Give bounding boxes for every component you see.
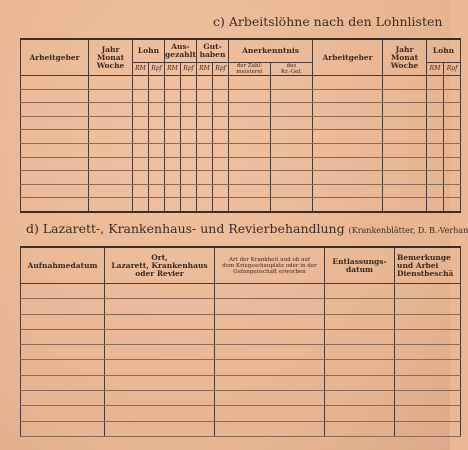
- table-row: [21, 314, 461, 329]
- table-row: [21, 198, 461, 212]
- table-cell: [89, 76, 133, 90]
- table-row: [21, 171, 461, 185]
- table-cell: [213, 89, 229, 103]
- table-cell: [215, 284, 325, 299]
- table-cell: [21, 314, 105, 329]
- table-cell: [105, 329, 215, 344]
- table-cell: [133, 130, 149, 144]
- table-cell: [325, 375, 395, 390]
- table-cell: [383, 184, 427, 198]
- table-cell: [313, 103, 383, 117]
- table-cell: [181, 198, 197, 212]
- table-cell: [213, 76, 229, 90]
- table-cell: [165, 130, 181, 144]
- table-cell: [444, 89, 461, 103]
- table-cell: [427, 198, 444, 212]
- table-cell: [105, 299, 215, 314]
- table-cell: [181, 76, 197, 90]
- table-cell: [313, 143, 383, 157]
- table-cell: [197, 184, 213, 198]
- table-cell: [213, 116, 229, 130]
- table-cell: [181, 89, 197, 103]
- table-row: [21, 143, 461, 157]
- table-row: [21, 116, 461, 130]
- table-cell: [313, 171, 383, 185]
- table-cell: [133, 157, 149, 171]
- table-cell: [197, 157, 213, 171]
- table-cell: [427, 130, 444, 144]
- table-cell: [395, 284, 461, 299]
- table-cell: [271, 116, 313, 130]
- table-cell: [149, 143, 165, 157]
- table-cell: [149, 157, 165, 171]
- table-cell: [215, 299, 325, 314]
- table-cell: [21, 116, 89, 130]
- table-cell: [89, 184, 133, 198]
- table-cell: [165, 143, 181, 157]
- table-cell: [444, 130, 461, 144]
- col-guthaben: Gut- haben: [197, 39, 229, 63]
- table-cell: [383, 76, 427, 90]
- table-cell: [133, 103, 149, 117]
- table-cell: [149, 184, 165, 198]
- table-cell: [271, 143, 313, 157]
- sub-rpf: Rpf: [213, 63, 229, 76]
- table-cell: [444, 116, 461, 130]
- table-cell: [149, 198, 165, 212]
- table-cell: [197, 130, 213, 144]
- table-cell: [133, 184, 149, 198]
- table-cell: [444, 76, 461, 90]
- table-cell: [21, 299, 105, 314]
- table-cell: [213, 171, 229, 185]
- table-cell: [444, 103, 461, 117]
- table-cell: [215, 345, 325, 360]
- table-cell: [213, 198, 229, 212]
- table-cell: [383, 171, 427, 185]
- table-cell: [215, 329, 325, 344]
- table-cell: [149, 76, 165, 90]
- table-cell: [427, 103, 444, 117]
- table-cell: [325, 314, 395, 329]
- table-cell: [21, 421, 105, 436]
- table-cell: [215, 391, 325, 406]
- table-cell: [444, 171, 461, 185]
- table-cell: [21, 406, 105, 421]
- table-cell: [229, 103, 271, 117]
- table-row: [21, 130, 461, 144]
- section-d-note: (Krankenblätter, D. B.-Verhan: [348, 226, 468, 235]
- table-cell: [165, 184, 181, 198]
- table-cell: [427, 89, 444, 103]
- table-cell: [325, 345, 395, 360]
- section-d-table: [20, 246, 461, 437]
- table-cell: [21, 143, 89, 157]
- table-cell: [229, 171, 271, 185]
- table-cell: [229, 198, 271, 212]
- col-ort-krankenhaus: Ort, Lazarett, Krankenhaus oder Revier: [105, 247, 215, 284]
- table-cell: [271, 76, 313, 90]
- table-cell: [105, 375, 215, 390]
- sub-rm: RM: [133, 63, 149, 76]
- table-cell: [383, 143, 427, 157]
- table-cell: [21, 284, 105, 299]
- section-d-title: d) Lazarett-, Krankenhaus- und Revierbehandlung: [26, 221, 345, 236]
- table-cell: [383, 198, 427, 212]
- table-cell: [383, 157, 427, 171]
- table-cell: [105, 406, 215, 421]
- table-cell: [313, 76, 383, 90]
- table-cell: [229, 143, 271, 157]
- table-cell: [313, 157, 383, 171]
- table-cell: [89, 103, 133, 117]
- table-cell: [105, 314, 215, 329]
- table-cell: [181, 143, 197, 157]
- table-cell: [444, 198, 461, 212]
- table-row: [21, 299, 461, 314]
- table-cell: [313, 130, 383, 144]
- col-ausgezahlt: Aus- gezahlt: [165, 39, 197, 63]
- table-cell: [271, 130, 313, 144]
- table-cell: [215, 421, 325, 436]
- table-cell: [181, 184, 197, 198]
- table-cell: [213, 103, 229, 117]
- table-cell: [197, 89, 213, 103]
- table-cell: [444, 157, 461, 171]
- table-cell: [271, 157, 313, 171]
- table-cell: [165, 171, 181, 185]
- table-cell: [149, 103, 165, 117]
- table-row: [21, 103, 461, 117]
- table-cell: [149, 130, 165, 144]
- table-cell: [181, 157, 197, 171]
- table-cell: [395, 299, 461, 314]
- table-cell: [21, 89, 89, 103]
- table-cell: [213, 130, 229, 144]
- table-cell: [213, 143, 229, 157]
- table-cell: [383, 103, 427, 117]
- table-cell: [271, 89, 313, 103]
- table-cell: [271, 103, 313, 117]
- sub-kr-gef: des Kr.-Gef.: [271, 63, 313, 76]
- table-cell: [105, 284, 215, 299]
- table-cell: [133, 171, 149, 185]
- table-cell: [105, 345, 215, 360]
- table-cell: [383, 130, 427, 144]
- table-cell: [325, 360, 395, 375]
- sub-rpf: Rpf: [181, 63, 197, 76]
- table-cell: [21, 329, 105, 344]
- table-cell: [271, 198, 313, 212]
- col-jahr-monat-woche-2: Jahr Monat Woche: [383, 39, 427, 76]
- table-cell: [89, 143, 133, 157]
- table-cell: [133, 116, 149, 130]
- table-cell: [197, 198, 213, 212]
- table-cell: [21, 103, 89, 117]
- table-cell: [229, 130, 271, 144]
- col-jahr-monat-woche: Jahr Monat Woche: [89, 39, 133, 76]
- table-cell: [21, 184, 89, 198]
- table-cell: [427, 76, 444, 90]
- table-cell: [427, 143, 444, 157]
- table-cell: [165, 116, 181, 130]
- table-cell: [215, 360, 325, 375]
- table-cell: [21, 171, 89, 185]
- section-c-heading: c) Arbeitslöhne nach den Lohnlisten: [213, 14, 443, 29]
- table-cell: [165, 198, 181, 212]
- table-cell: [149, 171, 165, 185]
- col-entlassungsdatum: Entlassungs- datum: [325, 247, 395, 284]
- table-cell: [325, 299, 395, 314]
- table-cell: [105, 360, 215, 375]
- col-anerkenntnis: Anerkenntnis: [229, 39, 313, 63]
- table-cell: [395, 345, 461, 360]
- table-row: [21, 406, 461, 421]
- table-row: [21, 391, 461, 406]
- table-cell: [105, 421, 215, 436]
- table-cell: [444, 143, 461, 157]
- table-cell: [133, 76, 149, 90]
- table-cell: [395, 406, 461, 421]
- sub-rm: RM: [165, 63, 181, 76]
- table-cell: [427, 116, 444, 130]
- col-bemerkungen: Bemerkunge und Arbei Dienstbeschä: [395, 247, 461, 284]
- table-cell: [133, 143, 149, 157]
- table-cell: [21, 345, 105, 360]
- table-cell: [427, 184, 444, 198]
- table-cell: [181, 171, 197, 185]
- table-cell: [197, 171, 213, 185]
- table-cell: [89, 116, 133, 130]
- table-cell: [271, 184, 313, 198]
- table-row: [21, 345, 461, 360]
- sub-zahlmeisterei: der Zahl- meisterei: [229, 63, 271, 76]
- col-lohn-2: Lohn: [427, 39, 461, 63]
- table-cell: [383, 116, 427, 130]
- table-cell: [197, 76, 213, 90]
- table-cell: [215, 375, 325, 390]
- table-row: [21, 89, 461, 103]
- table-row: [21, 157, 461, 171]
- sub-rm: RM: [197, 63, 213, 76]
- table-cell: [213, 184, 229, 198]
- table-cell: [165, 76, 181, 90]
- table-cell: [325, 329, 395, 344]
- table-row: [21, 329, 461, 344]
- table-cell: [89, 157, 133, 171]
- table-cell: [444, 184, 461, 198]
- table-cell: [325, 284, 395, 299]
- table-cell: [89, 171, 133, 185]
- table-row: [21, 284, 461, 299]
- table-cell: [21, 375, 105, 390]
- table-cell: [427, 171, 444, 185]
- col-aufnahmedatum: Aufnahmedatum: [21, 247, 105, 284]
- table-cell: [21, 157, 89, 171]
- table-cell: [395, 314, 461, 329]
- table-cell: [165, 157, 181, 171]
- table-cell: [89, 198, 133, 212]
- table-cell: [133, 198, 149, 212]
- table-row: [21, 360, 461, 375]
- table-row: [21, 375, 461, 390]
- table-cell: [325, 391, 395, 406]
- table-cell: [213, 157, 229, 171]
- section-d-heading: [26, 221, 468, 236]
- section-c-table: [20, 38, 461, 213]
- col-arbeitgeber-2: Arbeitgeber: [313, 39, 383, 76]
- table-cell: [21, 76, 89, 90]
- table-cell: [229, 184, 271, 198]
- table-cell: [395, 421, 461, 436]
- col-lohn: Lohn: [133, 39, 165, 63]
- table-cell: [181, 116, 197, 130]
- table-cell: [215, 314, 325, 329]
- table-cell: [395, 360, 461, 375]
- table-cell: [313, 184, 383, 198]
- table-cell: [395, 391, 461, 406]
- table-cell: [181, 103, 197, 117]
- table-cell: [313, 89, 383, 103]
- table-cell: [325, 421, 395, 436]
- table-cell: [105, 391, 215, 406]
- table-cell: [395, 375, 461, 390]
- table-cell: [313, 116, 383, 130]
- table-cell: [229, 116, 271, 130]
- table-cell: [395, 329, 461, 344]
- sub-rm: RM: [427, 63, 444, 76]
- table-cell: [181, 130, 197, 144]
- table-cell: [21, 360, 105, 375]
- sub-rpf: Rpf: [149, 63, 165, 76]
- table-cell: [165, 89, 181, 103]
- table-cell: [215, 406, 325, 421]
- table-cell: [229, 76, 271, 90]
- table-cell: [149, 116, 165, 130]
- table-cell: [229, 89, 271, 103]
- table-cell: [89, 130, 133, 144]
- table-cell: [21, 391, 105, 406]
- table-cell: [149, 89, 165, 103]
- table-cell: [21, 198, 89, 212]
- sub-rpf: Rpf: [444, 63, 461, 76]
- table-cell: [197, 143, 213, 157]
- table-cell: [383, 89, 427, 103]
- table-row: [21, 76, 461, 90]
- table-cell: [313, 198, 383, 212]
- table-cell: [271, 171, 313, 185]
- table-cell: [197, 103, 213, 117]
- col-art-der-krankheit: Art der Krankheit und ob auf dem Kriegsschauplatz oder in der Gefangenschaft erworben: [215, 247, 325, 284]
- table-cell: [89, 89, 133, 103]
- table-cell: [165, 103, 181, 117]
- col-arbeitgeber: Arbeitgeber: [21, 39, 89, 76]
- table-cell: [325, 406, 395, 421]
- table-row: [21, 421, 461, 436]
- table-cell: [229, 157, 271, 171]
- table-cell: [21, 130, 89, 144]
- table-cell: [133, 89, 149, 103]
- table-row: [21, 184, 461, 198]
- table-cell: [197, 116, 213, 130]
- table-cell: [427, 157, 444, 171]
